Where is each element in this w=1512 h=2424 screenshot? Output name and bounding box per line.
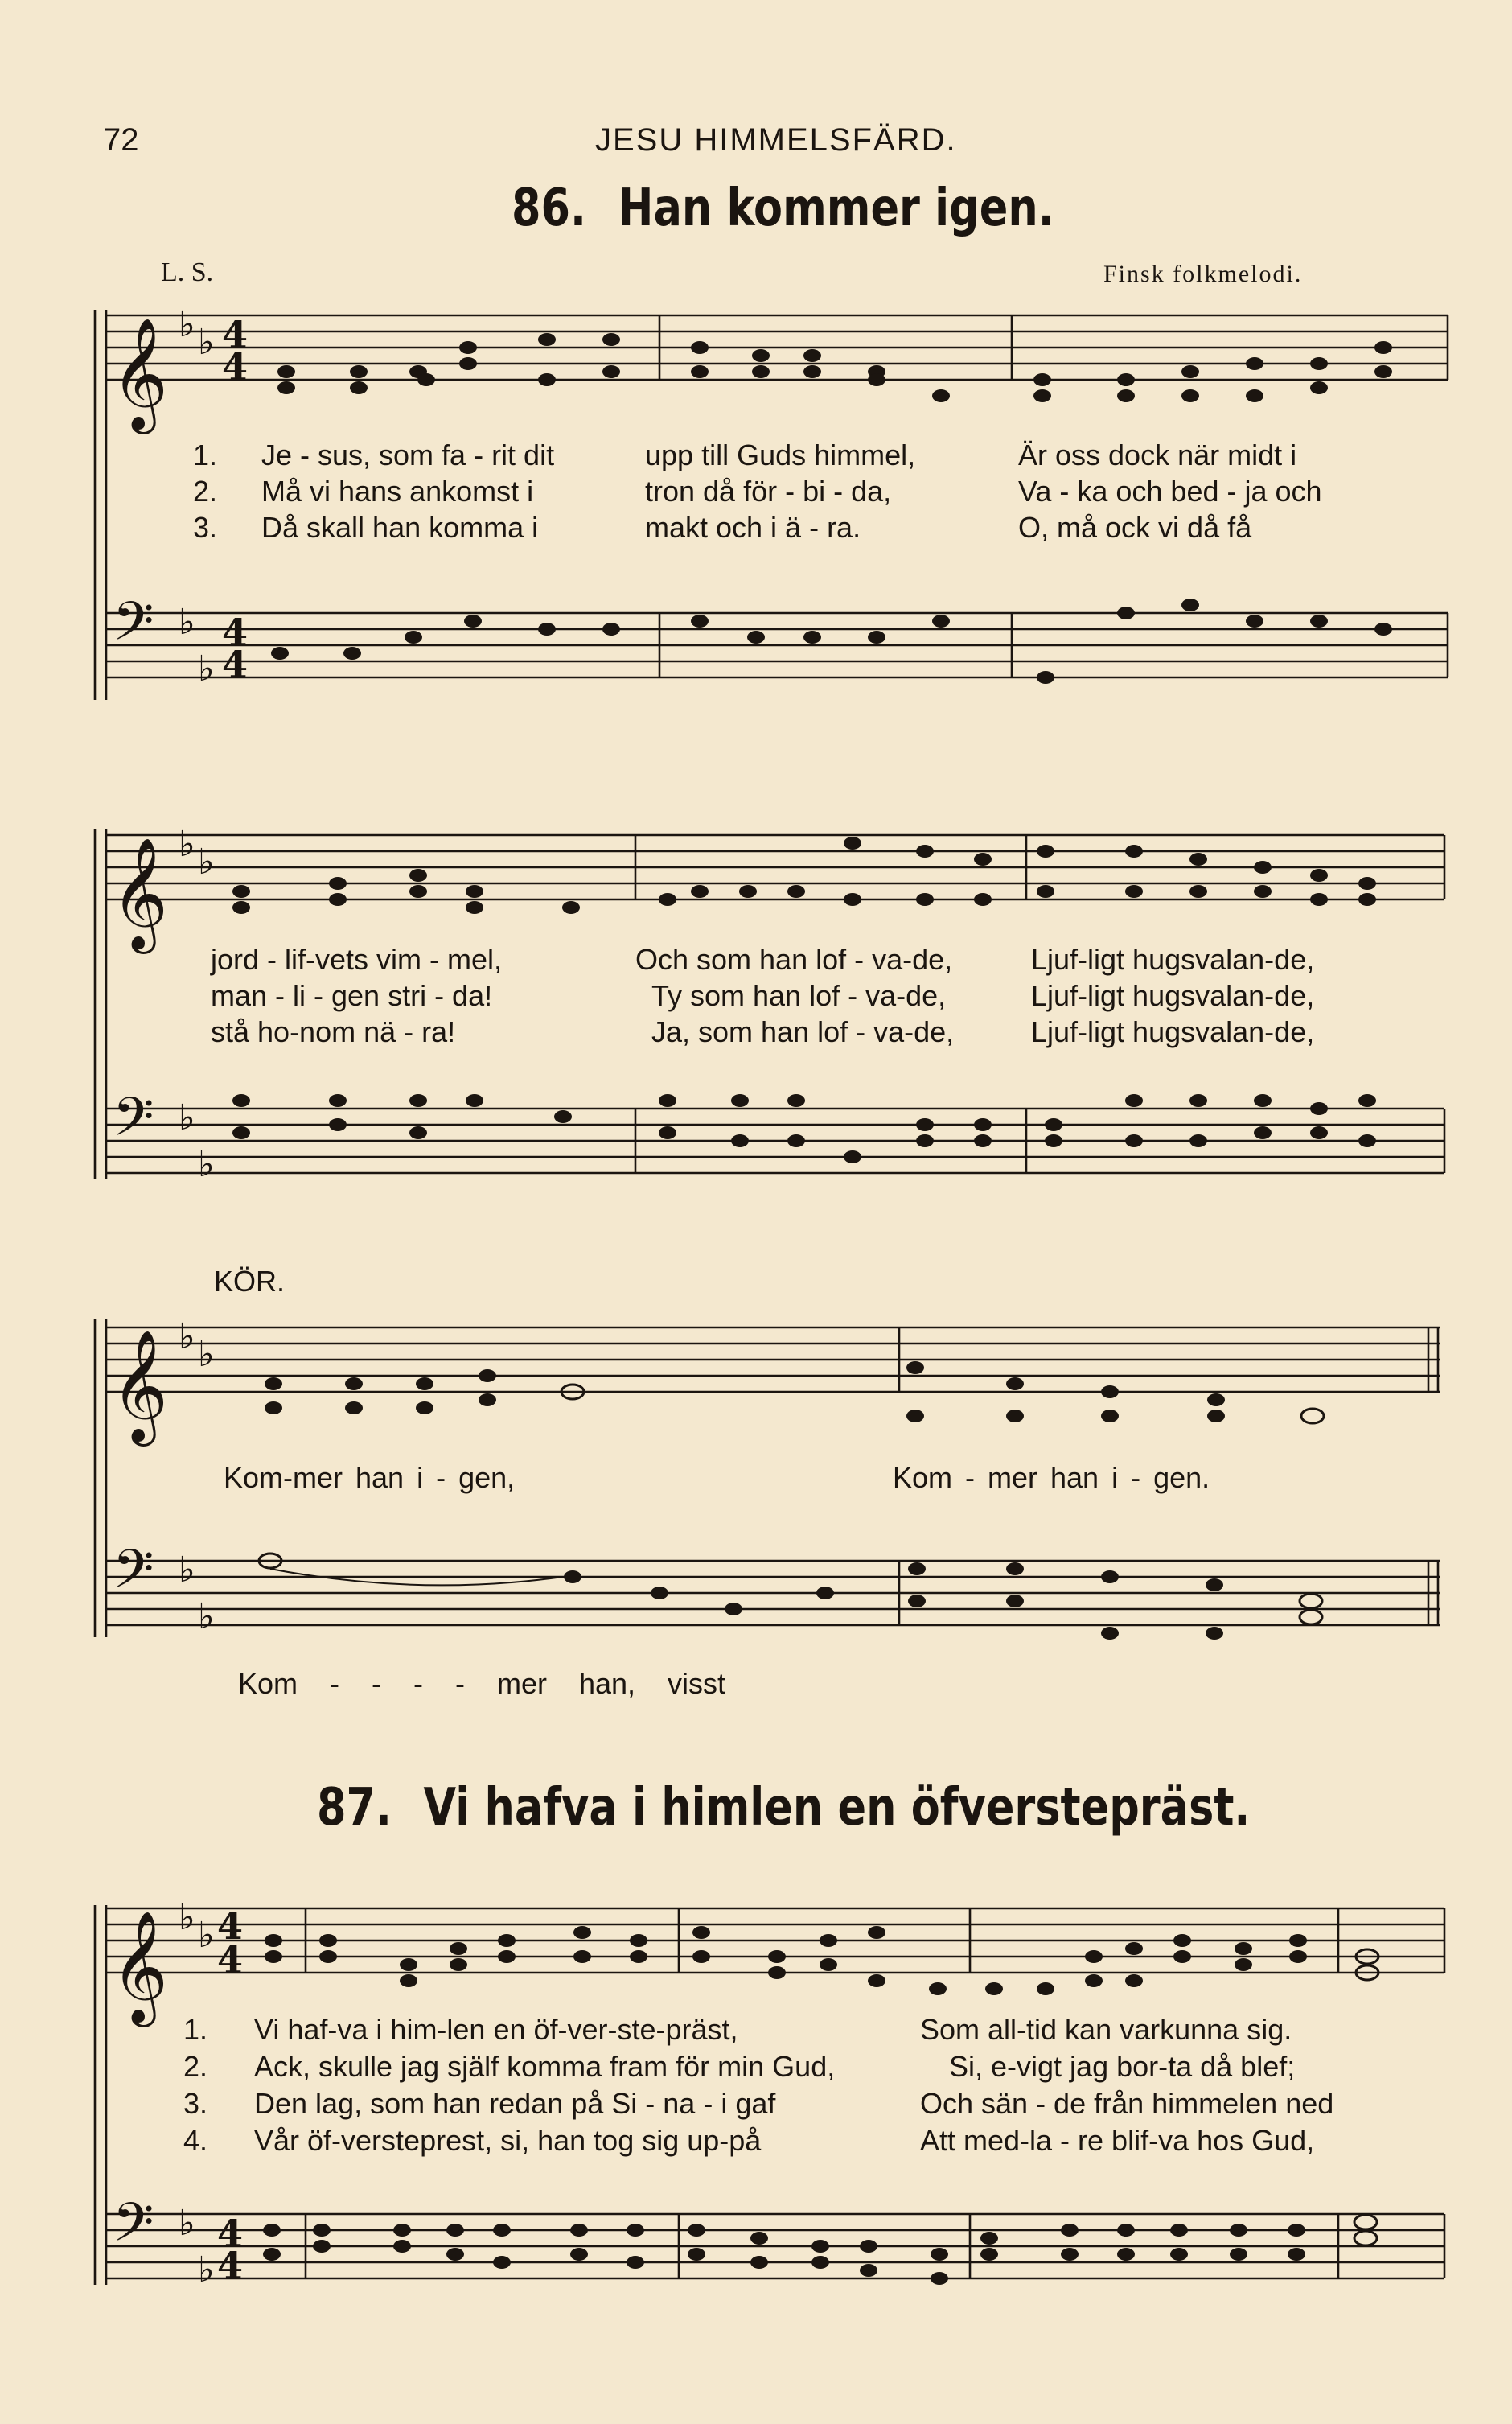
running-head: JESU HIMMELSFÄRD. xyxy=(595,122,957,158)
lyric-line: Ljuf-ligt hugsvalan-de, xyxy=(1031,943,1315,976)
lyric-line: Den lag, som han redan på Si - na - i gaf xyxy=(254,2087,776,2120)
svg-text:♭: ♭ xyxy=(198,1915,215,1956)
svg-text:4: 4 xyxy=(222,345,249,389)
verse-number: 2. xyxy=(183,2050,208,2083)
svg-text:♭: ♭ xyxy=(179,1897,195,1938)
svg-text:𝄢: 𝄢 xyxy=(113,2191,154,2266)
svg-text:4: 4 xyxy=(222,643,249,686)
svg-text:𝄢: 𝄢 xyxy=(113,1086,154,1161)
lyric-line: upp till Guds himmel, xyxy=(645,438,916,471)
svg-text:4: 4 xyxy=(222,611,249,654)
lyric-line: Ack, skulle jag själf komma fram för min Gud, xyxy=(254,2050,836,2083)
lyric-line: man - li - gen stri - da! xyxy=(211,979,493,1012)
verse-number: 4. xyxy=(183,2124,208,2157)
lyric-line: Si, e-vigt jag bor-ta då blef; xyxy=(949,2050,1296,2083)
svg-text:♭: ♭ xyxy=(179,2203,195,2244)
svg-text:♭: ♭ xyxy=(179,1549,195,1591)
h87-bass-notes xyxy=(263,2215,1377,2285)
lyric-line: Ty som han lof - va-de, xyxy=(651,979,947,1012)
svg-text:𝄞: 𝄞 xyxy=(111,837,168,949)
verse-number: 2. xyxy=(193,475,218,508)
lyric-line: Och sän - de från himmelen ned xyxy=(920,2087,1334,2120)
svg-text:♭: ♭ xyxy=(198,1144,215,1185)
lyric-line: Je - sus, som fa - rit dit xyxy=(261,438,555,471)
svg-text:𝄞: 𝄞 xyxy=(111,1911,168,2023)
bass-staff xyxy=(106,2191,1444,2290)
svg-text:𝄢: 𝄢 xyxy=(113,591,154,665)
lyric-line: Och som han lof - va-de, xyxy=(635,943,953,976)
lyric-line: makt och i ä - ra. xyxy=(645,511,861,544)
svg-text:𝄞: 𝄞 xyxy=(111,318,168,430)
lyric-line: jord - lif-vets vim - mel, xyxy=(211,943,503,976)
lyric-line: Ljuf-ligt hugsvalan-de, xyxy=(1031,1015,1315,1048)
svg-text:♭: ♭ xyxy=(198,2249,215,2290)
svg-text:4: 4 xyxy=(217,2212,244,2255)
svg-text:♭: ♭ xyxy=(198,1334,215,1375)
lyric-line: tron då för - bi - da, xyxy=(645,475,892,508)
svg-text:4: 4 xyxy=(217,1904,244,1948)
hymn-source: Finsk folkmelodi. xyxy=(1103,261,1303,287)
svg-text:4: 4 xyxy=(222,313,249,356)
hymn-title: Han kommer igen. xyxy=(618,179,1054,238)
lyric-line: stå ho-nom nä - ra! xyxy=(211,1015,456,1048)
lyric-line: Att med-la - re blif-va hos Gud, xyxy=(920,2124,1315,2157)
verse-number: 3. xyxy=(183,2087,208,2120)
lyric-line: Va - ka och bed - ja och xyxy=(1018,475,1322,508)
hymn-number: 87. xyxy=(317,1778,392,1838)
hymn-author: L. S. xyxy=(161,257,214,287)
svg-text:♭: ♭ xyxy=(198,322,215,363)
lyric-line: Vår öf-versteprest, si, han tog sig up-på xyxy=(254,2124,762,2157)
lyric-line: Är oss dock när midt i xyxy=(1018,438,1297,471)
chorus-label: KÖR. xyxy=(214,1265,286,1298)
lyric-line: Ja, som han lof - va-de, xyxy=(651,1015,955,1048)
svg-text:♭: ♭ xyxy=(198,1596,215,1637)
svg-text:♭: ♭ xyxy=(179,602,195,643)
verse-number: 3. xyxy=(193,511,218,544)
svg-text:𝄢: 𝄢 xyxy=(113,1538,154,1613)
verse-number: 1. xyxy=(183,2013,208,2046)
svg-text:4: 4 xyxy=(217,1938,244,1982)
h87-treble-notes xyxy=(265,1926,1378,1995)
hymn-number: 86. xyxy=(512,179,586,238)
verse-number: 1. xyxy=(193,438,218,471)
lyric-line: Ljuf-ligt hugsvalan-de, xyxy=(1031,979,1315,1012)
lyric-line: Må vi hans ankomst i xyxy=(261,475,534,508)
lyric-line: O, må ock vi då få xyxy=(1018,511,1252,544)
svg-text:♭: ♭ xyxy=(198,648,215,689)
svg-text:♭: ♭ xyxy=(198,842,215,883)
svg-text:♭: ♭ xyxy=(179,1316,195,1357)
svg-text:𝄞: 𝄞 xyxy=(111,1330,168,1442)
lyric-line: Då skall han komma i xyxy=(261,511,539,544)
chorus-lyric-upper-b: Kom - mer han i - gen. xyxy=(893,1461,1210,1494)
svg-text:♭: ♭ xyxy=(179,1097,195,1138)
lyric-line: Vi haf-va i him-len en öf-ver-ste-präst, xyxy=(254,2013,738,2046)
chorus-lyric-lower: Kom - - - - mer han, visst xyxy=(238,1667,726,1700)
page-number: 72 xyxy=(103,122,139,158)
svg-text:♭: ♭ xyxy=(179,824,195,865)
svg-text:4: 4 xyxy=(217,2244,244,2287)
hymn-title: Vi hafva i himlen en öfverstepräst. xyxy=(423,1778,1251,1838)
lyric-line: Som all-tid kan varkunna sig. xyxy=(920,2013,1292,2046)
chorus-lyric-upper-a: Kom-mer han i - gen, xyxy=(224,1461,516,1494)
svg-text:♭: ♭ xyxy=(179,304,195,345)
